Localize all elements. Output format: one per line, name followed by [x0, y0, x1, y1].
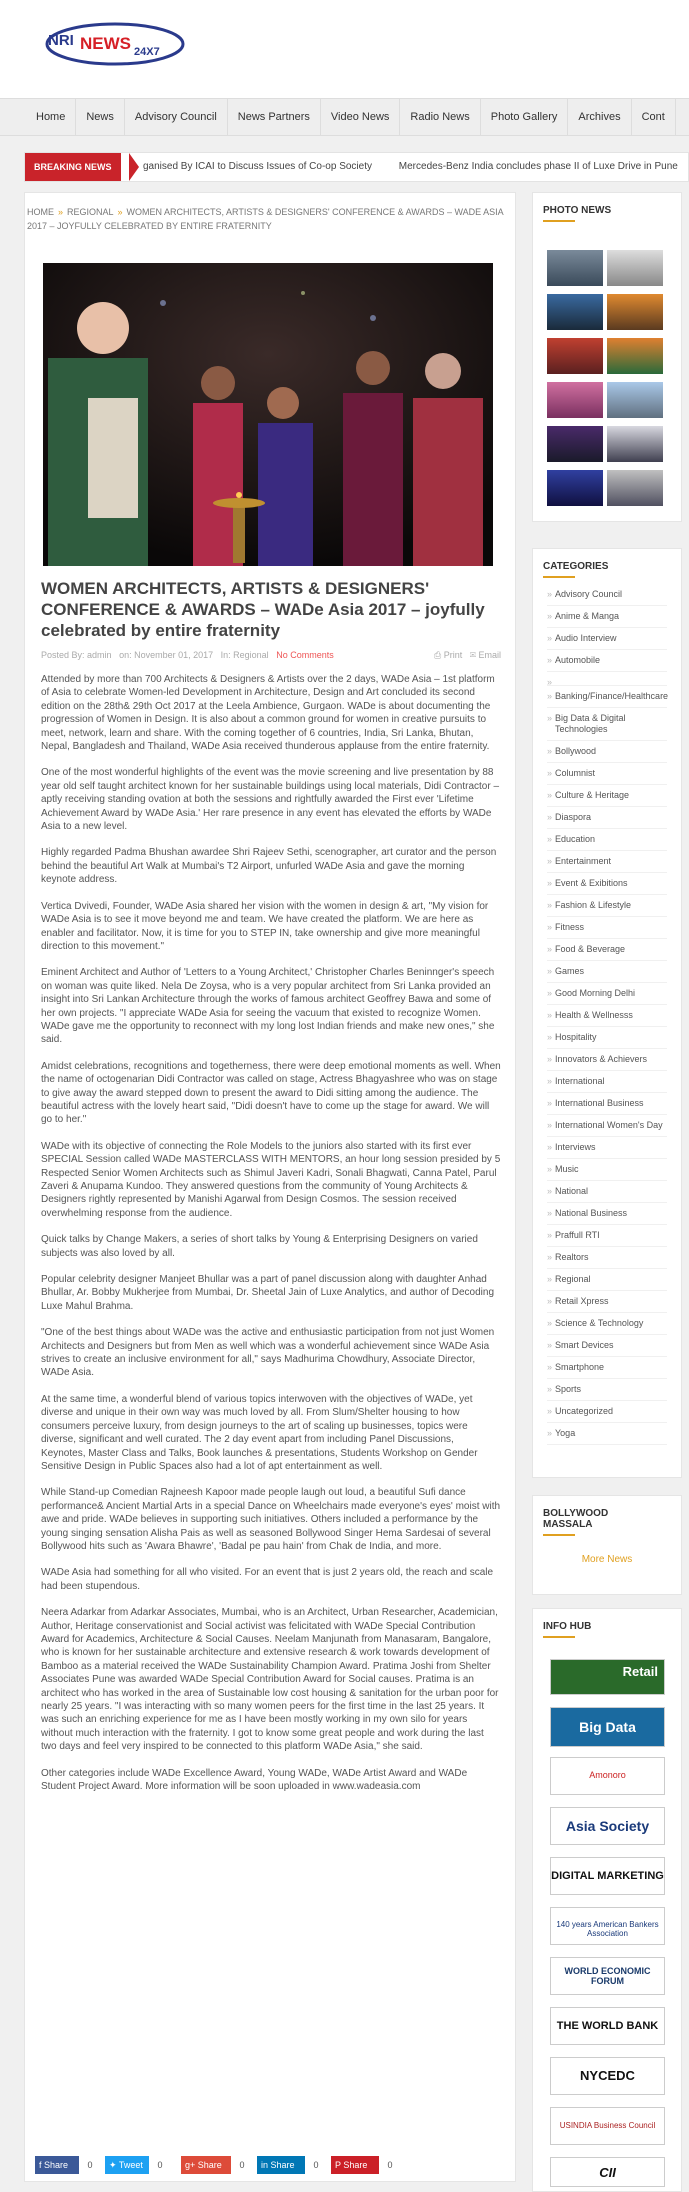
photo-thumbnail[interactable]: [547, 250, 603, 286]
digital-marketing-logo[interactable]: DIGITAL MARKETING: [550, 1857, 665, 1895]
googleplus-share-button[interactable]: g+ Share: [181, 2156, 231, 2174]
pinterest-icon: P: [335, 2160, 344, 2170]
cii-logo[interactable]: CII: [550, 2157, 665, 2187]
category-link[interactable]: » Yoga: [547, 1423, 667, 1445]
category-link[interactable]: » National: [547, 1181, 667, 1203]
category-link[interactable]: » Entertainment: [547, 851, 667, 873]
asia-society-logo[interactable]: Asia Society: [550, 1807, 665, 1845]
categories-list: [533, 578, 681, 1445]
article-paragraph: Vertica Dvivedi, Founder, WADe Asia shared her vision with the women in design & art, "My vision for WADe Asia is to see it move beyond me and team. We have created the platform. We are here as enabler and facilitator. Now, it is time for you to STEP IN, take ownership and give more meaningful direction to this movement.": [41, 900, 489, 952]
category-link[interactable]: » Games: [547, 961, 667, 983]
category-link[interactable]: » Regional: [547, 1269, 667, 1291]
category-link[interactable]: » Food & Beverage: [547, 939, 667, 961]
category-link[interactable]: » International Women's Day: [547, 1115, 667, 1137]
article-title: WOMEN ARCHITECTS, ARTISTS & DESIGNERS' CONFERENCE & AWARDS – WADe Asia 2017 – joyfully celebrated by entire fraternity: [41, 579, 485, 640]
article-paragraph: Other categories include WADe Excellence Award, Young WADe, WADe Artist Award and WADe Student Project Award. More information will be soon uploaded in www.wadeasia.com: [41, 1767, 468, 1793]
meta-category[interactable]: In: Regional: [220, 650, 269, 660]
nav-advisory-council[interactable]: Advisory Council: [125, 99, 228, 135]
category-link[interactable]: » Uncategorized: [547, 1401, 667, 1423]
category-link[interactable]: » Diaspora: [547, 807, 667, 829]
category-link[interactable]: » Columnist: [547, 763, 667, 785]
site-logo[interactable]: [40, 20, 185, 68]
category-link[interactable]: » Health & Wellnesss: [547, 1005, 667, 1027]
meta-posted-by: Posted By: admin: [41, 650, 112, 660]
category-link[interactable]: » National Business: [547, 1203, 667, 1225]
logo-news: NEWS: [80, 34, 131, 53]
category-link[interactable]: » Retail Xpress: [547, 1291, 667, 1313]
article-meta: [41, 650, 501, 664]
info-hub-widget: [532, 1608, 682, 2192]
photo-thumbnail[interactable]: [607, 338, 663, 374]
article-paragraph: Popular celebrity designer Manjeet Bhullar was a part of panel discussion along with daughter Anhad Bhullar, Ar. Bobby Mukherjee from Mumbai, Dr. Sheetal Jain of Luxe Analytics, and author of Decoding Luxe Mahul Brahma.: [41, 1274, 495, 1312]
article-paragraph: While Stand-up Comedian Rajneesh Kapoor made people laugh out loud, a beautiful Sufi dance performance& Ancient Martial Arts in a special Dance on Wheelchairs made everyone's eyes' moist with awe and pride. WADe believes in supporting such initiatives. Others included a performance by the young singing sensation Alisha Pais as well as seasoned Bollywood Singer Hema Sardesai of several Bollywood hits such as 'Awara Bhawre', 'Badal pe pau hain' from Chak de India, and more.: [41, 1487, 501, 1552]
badge-arrow-icon: [129, 153, 139, 181]
category-link[interactable]: » Innovators & Achievers: [547, 1049, 667, 1071]
nav-radio-news[interactable]: Radio News: [400, 99, 480, 135]
facebook-icon: f: [39, 2160, 45, 2170]
article-paragraph: Highly regarded Padma Bhushan awardee Shri Rajeev Sethi, scenographer, art curator and the person behind the beautiful Art Walk at Mumbai's T2 Airport, unfurled WADe Asia and gave the morning keynote address.: [41, 847, 497, 886]
article-paragraph: Amidst celebrations, recognitions and togetherness, there were deep emotional moments as well. When the name of octogenarian Didi Contractor was called on stage, Actress Bhagyashree who was on stage to give away the award stepped down to present the award to Didi sitting among the audience. The beautiful actress with the lovely heart said, "Didi doesn't have to come up the stage for award. We will go to her.": [41, 1060, 501, 1126]
category-link[interactable]: » Event & Exibitions: [547, 873, 667, 895]
chevron-right-icon: »: [117, 207, 123, 217]
logo-nri: NRI: [48, 32, 74, 49]
photo-thumbnail[interactable]: [607, 470, 663, 506]
article-paragraph: Quick talks by Change Makers, a series of short talks by Young & Enterprising Designers on varied subjects was also loved by all.: [41, 1234, 478, 1259]
chevron-right-icon: »: [58, 207, 64, 217]
category-link[interactable]: » Advisory Council: [547, 584, 667, 606]
big-data-logo[interactable]: Big Data: [550, 1707, 665, 1747]
category-link[interactable]: » International: [547, 1071, 667, 1093]
category-link[interactable]: » Smartphone: [547, 1357, 667, 1379]
article-paragraph: Eminent Architect and Author of 'Letters to a Young Architect,' Christopher Charles Beninnger's speech on woman was quite liked. Nela De Zoysa, who is a very popular architect from Sri Lanka provided an insight into Sri Lankan Architecture through the works of famous architect Geoffrey Bawa and some of her own projects. "I appreciate WADe Asia for seeing the vacuum that existed to recognize Women. WADe gave me the opportunity to reconnect with my long lost Indian friends and make new ones," she said.: [41, 967, 495, 1046]
pinterest-share-button[interactable]: P Share: [331, 2156, 379, 2174]
ticker-item[interactable]: Mercedes-Benz India concludes phase II of Luxe Drive in Pune: [398, 161, 678, 172]
category-link[interactable]: » Anime & Manga: [547, 606, 667, 628]
share-bar: [35, 2156, 505, 2174]
article-paragraph: One of the most wonderful highlights of the event was the movie screening and live presentation by 88 year old self taught architect known for her sustainable buildings using local materials, Didi Contractor – aptly receiving standing ovation at both the sessions and rightfully awarded the First ever 'Lifetime Achievement Award by WADe Asia.' Her rare presence in any event has elevated the efforts by WADe Asia to a new level.: [41, 767, 500, 833]
share-count: 0: [313, 2160, 319, 2170]
facebook-share-button[interactable]: f Share: [35, 2156, 79, 2174]
breadcrumb-current: WOMEN ARCHITECTS, ARTISTS & DESIGNERS' CONFERENCE & AWARDS – WADE ASIA 2017 – JOYFULLY CELEBRATED BY ENTIRE FRATERNITY: [27, 207, 504, 231]
main-nav: [0, 98, 689, 136]
article-container: [24, 192, 516, 2182]
nav-archives[interactable]: Archives: [568, 99, 631, 135]
category-link[interactable]: » Praffull RTI: [547, 1225, 667, 1247]
article-photo: [43, 263, 493, 566]
category-link[interactable]: » Audio Interview: [547, 628, 667, 650]
category-link[interactable]: » Hospitality: [547, 1027, 667, 1049]
photo-thumbnail[interactable]: [547, 338, 603, 374]
breadcrumb: [25, 193, 517, 233]
category-link[interactable]: » Bollywood: [547, 741, 667, 763]
usindia-logo[interactable]: USINDIA Business Council: [550, 2107, 665, 2145]
logo-suffix: 24X7: [134, 46, 160, 58]
photo-thumbnail[interactable]: [547, 294, 603, 330]
breaking-news-ticker: [24, 152, 689, 182]
article-paragraph: At the same time, a wonderful blend of various topics interwoven with the objectives of WADe, yet diverse and unique in their own way was much loved by all. From Slum/Shelter housing to how consumers perceive luxury, from design journeys to the art of scaling up businesses, topics were diverse, significant and well curated. The 2 day event apart from including Panel Discussions, Keynotes, Master Class and Talks, Book launches & presentations, Students Workshop on Gender Sensitive Design in Public Spaces also had a lot of apt entertainment as well.: [41, 1393, 478, 1472]
nav-video-news[interactable]: Video News: [321, 99, 401, 135]
photo-thumbnail[interactable]: [607, 426, 663, 462]
category-link[interactable]: » Sports: [547, 1379, 667, 1401]
share-count: 0: [87, 2160, 93, 2170]
share-count: 0: [157, 2160, 163, 2170]
world-bank-logo[interactable]: THE WORLD BANK: [550, 2007, 665, 2045]
retail-logo[interactable]: Retail: [550, 1659, 665, 1695]
category-link[interactable]: » Automobile: [547, 650, 667, 672]
category-link[interactable]: » International Business: [547, 1093, 667, 1115]
category-link[interactable]: » Education: [547, 829, 667, 851]
category-link[interactable]: » Realtors: [547, 1247, 667, 1269]
category-link[interactable]: » Banking/Finance/Healthcare: [547, 686, 667, 708]
article-paragraph: Attended by more than 700 Architects & Designers & Artists over the 2 days, WADe Asia – 1st platform of Asia to celebrate Women-led Development in Architecture, Design and Art concluded its second edition on the 28th& 29th Oct 2017 at the Leela Ambience, Gurgaon. WADe is about documenting the progression of Women in Design. It is also about a common ground for women in creative pursuits to meet, network, learn and share. With the coming together of 6 countries, India, Sri Lanka, Bhutan, Nepal, Bangladesh and Thailand, WADe Asia received thunderous applause from the entire fraternity.: [41, 674, 495, 753]
meta-comments[interactable]: No Comments: [276, 650, 334, 660]
info-hub-title: INFO HUB: [533, 1609, 681, 1638]
categories-widget: [532, 548, 682, 1478]
twitter-icon: ✦: [109, 2160, 119, 2170]
photo-thumbnail[interactable]: [547, 382, 603, 418]
bollywood-massala-title: BOLLYWOOD MASSALA: [533, 1496, 633, 1536]
american-bankers-logo[interactable]: 140 years American Bankers Association: [550, 1907, 665, 1945]
nav-news[interactable]: News: [76, 99, 125, 135]
email-icon[interactable]: ✉: [469, 650, 476, 660]
photo-thumbnail[interactable]: [607, 250, 663, 286]
googleplus-icon: g+: [185, 2160, 198, 2170]
article-paragraph: Neera Adarkar from Adarkar Associates, Mumbai, who is an Architect, Urban Researcher, Academician, Author, Heritage conservationist and Social activist was felicitated with WADe Special Contribution Award for Academics, Architecture & Social Causes. Neelam Manjunath from Manasaram, Bangalore, who is known for her sustainable architecture and extensive research & work towards development of Bamboo as a material received the WADe Sustainability Champion Award. Pratima Joshi from Shelter Associates Pune was awarded WADe Special Contribution Award for Social causes. Pratima is an architect who has worked in the area of Sustainable low cost housing & sanitation for the urban poor for nearly 25 years. "I was interacting with so many women peers for the first time in the last 25 years. It was such an enriching experience for me as I have been mostly working in my own silo for years without much interaction with the fraternity. I got to know some great people and work during the last two days and feel very inspired to be connected to this platform WADe Asia," she said.: [41, 1607, 499, 1753]
print-icon[interactable]: ⎙: [434, 650, 442, 660]
twitter-share-button[interactable]: ✦ Tweet: [105, 2156, 149, 2174]
nav-news-partners[interactable]: News Partners: [228, 99, 321, 135]
photo-thumbnail[interactable]: [547, 470, 603, 506]
bollywood-massala-widget: [532, 1495, 682, 1595]
meta-date: on: November 01, 2017: [119, 650, 214, 660]
ticker-item[interactable]: ganised By ICAI to Discuss Issues of Co-op Society: [143, 161, 372, 172]
category-link[interactable]: » Music: [547, 1159, 667, 1181]
nav-home[interactable]: Home: [0, 99, 76, 135]
category-link[interactable]: » Science & Technology: [547, 1313, 667, 1335]
photo-thumbnail[interactable]: [547, 426, 603, 462]
category-link[interactable]: » Good Morning Delhi: [547, 983, 667, 1005]
linkedin-share-button[interactable]: in Share: [257, 2156, 305, 2174]
article-paragraph: WADe with its objective of connecting the Role Models to the juniors also started with its first ever SPECIAL Session called WADe MASTERCLASS WITH MENTORS, an hour long session presided by 5 Respected Senior Women Architects such as Shimul Javeri Kadri, Sonali Bhagwati, Canna Patel, Parul Zaveri & Anupama Kundoo. They answered questions from the community of Young Architects & Designers rightly represented by Manishi Agarwal from Design Cosmos. The session received overwhelming response from the audience.: [41, 1140, 501, 1219]
category-link[interactable]: » Big Data & Digital Technologies: [547, 708, 667, 741]
category-link[interactable]: [547, 672, 667, 686]
category-link[interactable]: » Interviews: [547, 1137, 667, 1159]
print-link[interactable]: Print: [443, 650, 463, 660]
breadcrumb-regional[interactable]: REGIONAL: [67, 207, 114, 217]
world-economic-forum-logo[interactable]: WORLD ECONOMIC FORUM: [550, 1957, 665, 1995]
category-link[interactable]: » Fashion & Lifestyle: [547, 895, 667, 917]
article-body: [41, 673, 501, 1806]
photo-news-title: PHOTO NEWS: [533, 193, 681, 222]
photo-thumbnail[interactable]: [607, 382, 663, 418]
share-count: 0: [387, 2160, 393, 2170]
category-link[interactable]: » Fitness: [547, 917, 667, 939]
photo-thumbnail[interactable]: [607, 294, 663, 330]
amonoro-logo[interactable]: Amonoro: [550, 1757, 665, 1795]
breaking-news-badge: BREAKING NEWS: [25, 153, 121, 181]
email-link[interactable]: Email: [478, 650, 501, 660]
article-paragraph: WADe Asia had something for all who visited. For an event that is just 2 years old, the reach and scale had been stupendous.: [41, 1567, 494, 1592]
site-header: [0, 0, 689, 98]
nav-photo-gallery[interactable]: Photo Gallery: [481, 99, 569, 135]
article-paragraph: "One of the best things about WADe was the active and enthusiastic participation from not just Women Architects and Designers but from Men as well which was a wonderful achievement since WADe Asia strives to create an inclusive environment for all," says Madhurima Chowdhury, Associate Director, WADe Asia.: [41, 1327, 495, 1379]
photo-news-widget: [532, 192, 682, 522]
breadcrumb-home[interactable]: HOME: [27, 207, 54, 217]
category-link[interactable]: » Culture & Heritage: [547, 785, 667, 807]
more-news-link[interactable]: More News: [581, 1554, 633, 1565]
nav-contact[interactable]: Cont: [632, 99, 676, 135]
nycedc-logo[interactable]: NYCEDC: [550, 2057, 665, 2095]
linkedin-icon: in: [261, 2160, 271, 2170]
share-count: 0: [239, 2160, 245, 2170]
categories-title: CATEGORIES: [533, 549, 681, 578]
category-link[interactable]: » Smart Devices: [547, 1335, 667, 1357]
